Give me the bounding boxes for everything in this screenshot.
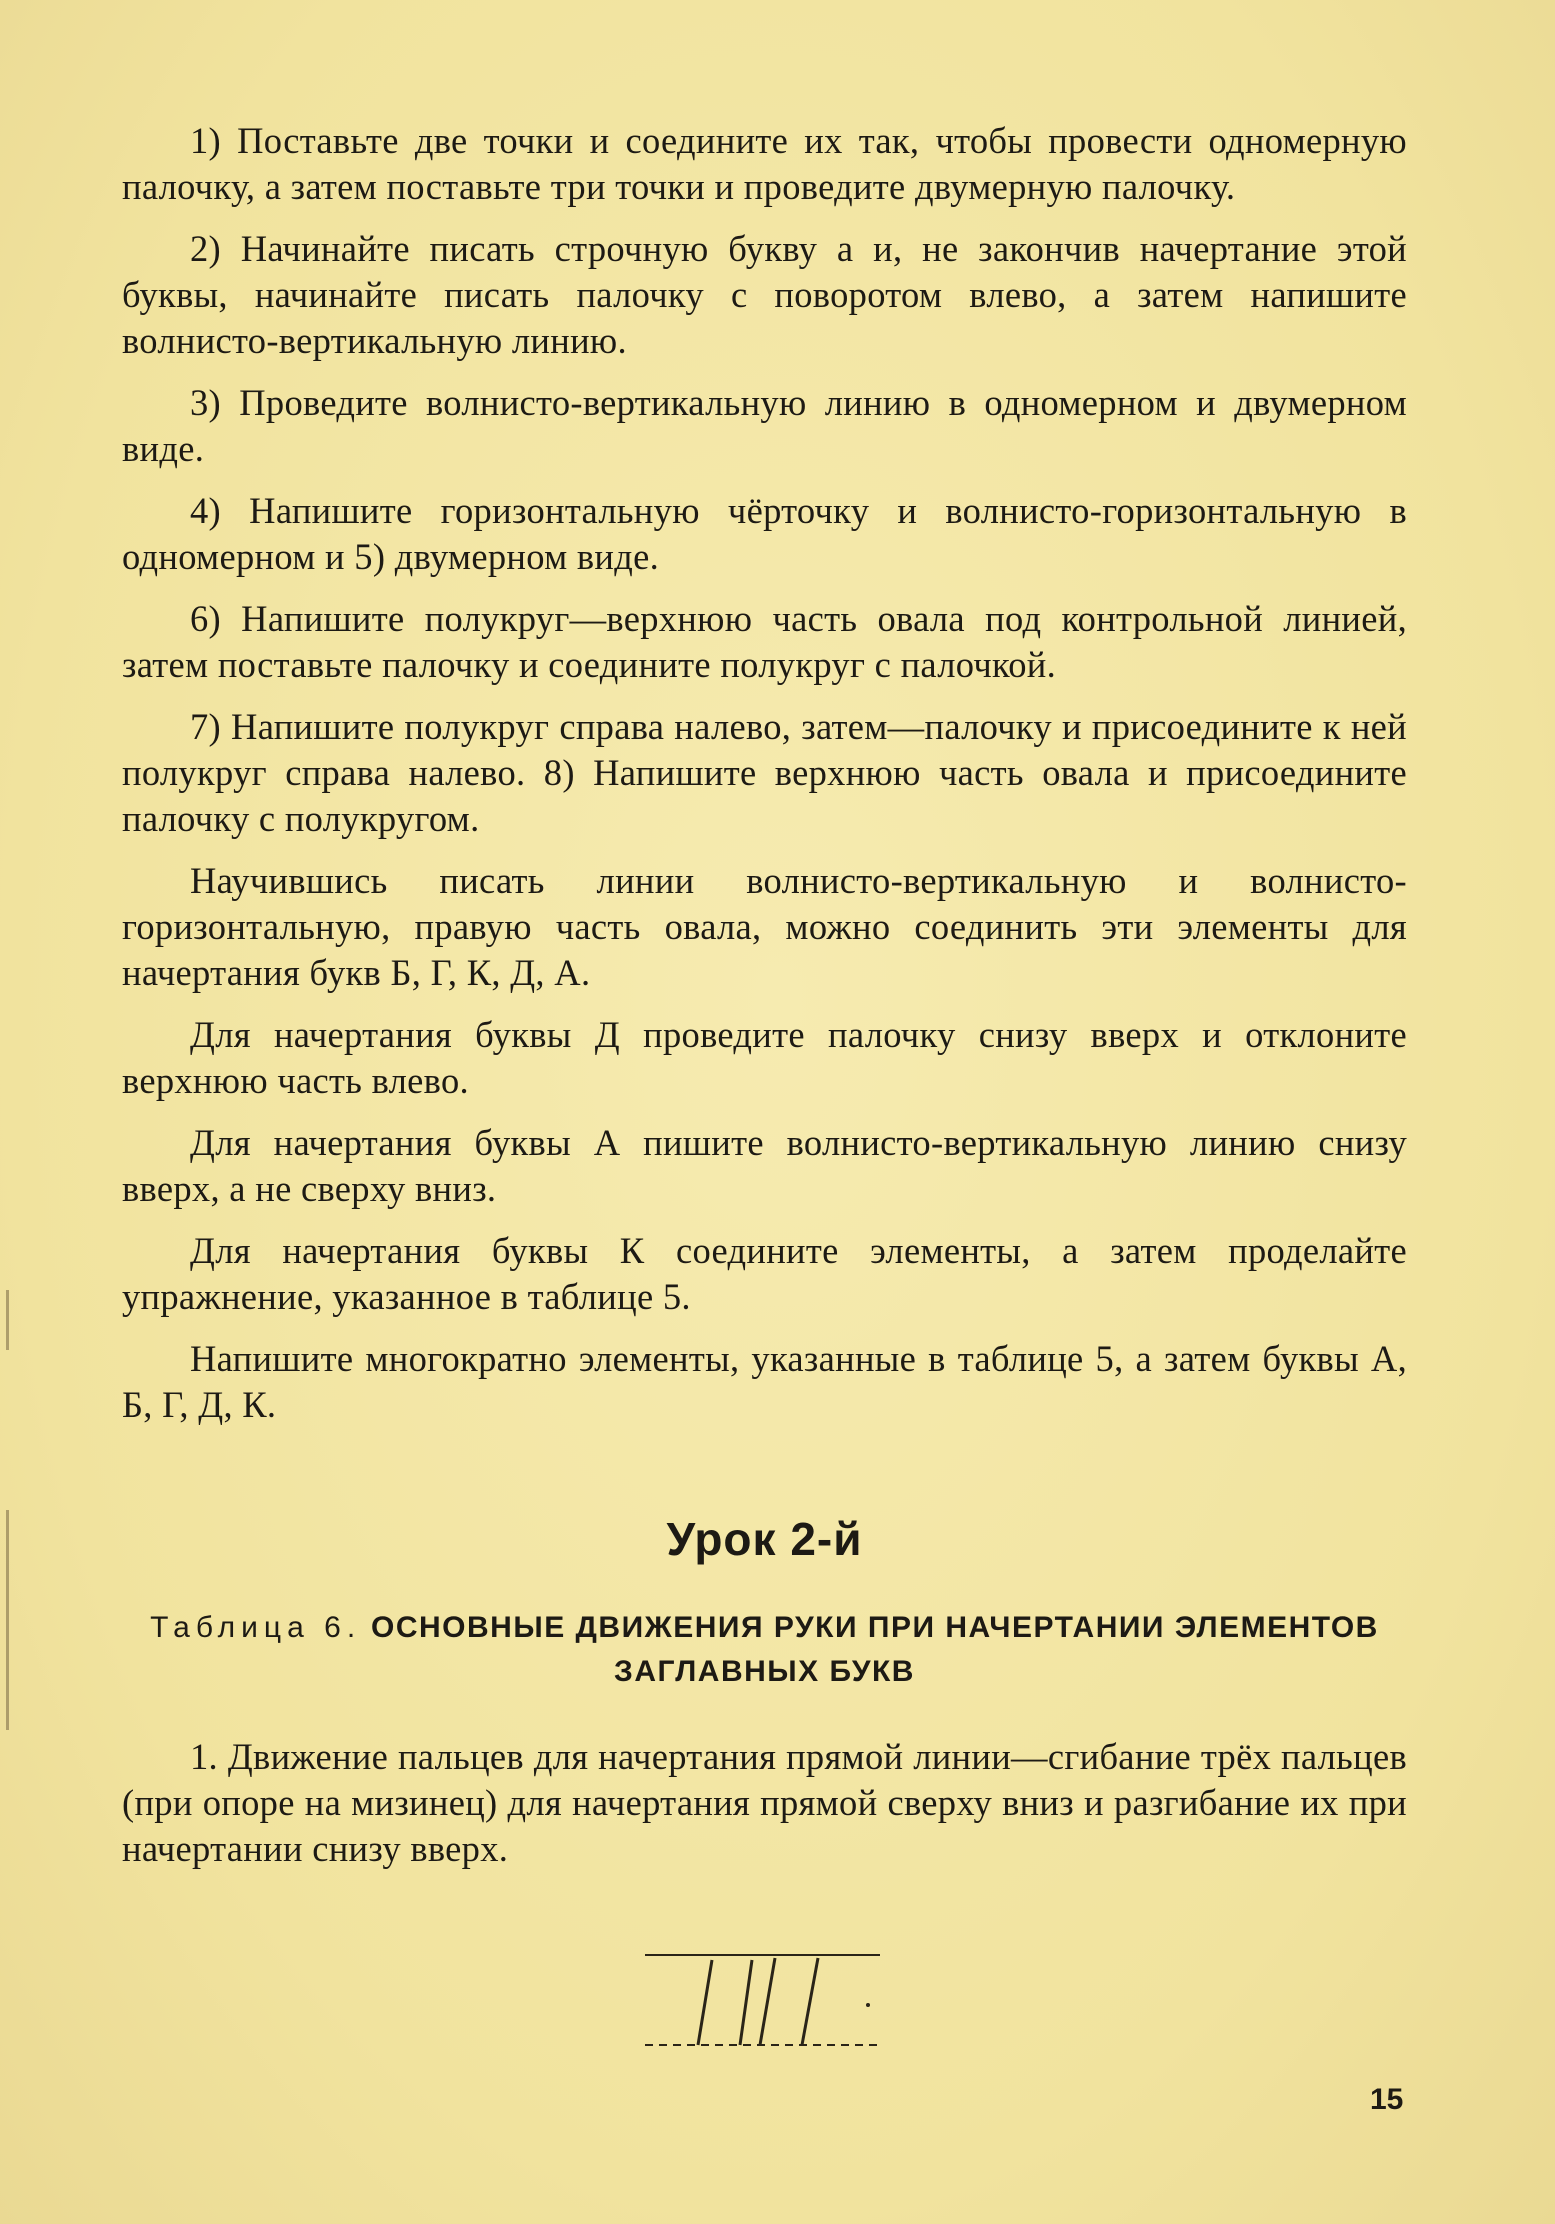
paragraph-8: Для начертания буквы Д проведите палочку снизу вверх и отклоните верхнюю часть влево. bbox=[122, 1014, 1407, 1101]
page-edge-mark bbox=[6, 1290, 9, 1350]
movement-paragraph: 1. Движение пальцев для начертания прямой линии—сгибание трёх пальцев (при опоре на мизинец) для начертания прямой сверху вниз и разгибание их при начертании снизу вверх. bbox=[122, 1736, 1407, 1869]
paragraph-7: Научившись писать линии волнисто-вертикальную и волнисто-горизонтальную, правую часть овала, можно соединить эти элементы для начертания букв Б, Г, К, Д, А. bbox=[122, 860, 1407, 993]
paragraph-11: Напишите многократно элементы, указанные в таблице 5, а затем буквы А, Б, Г, Д, К. bbox=[122, 1338, 1407, 1425]
page-number: 15 bbox=[1370, 2083, 1404, 2116]
page-edge-mark bbox=[6, 1510, 9, 1730]
lesson-heading: Урок 2-й bbox=[666, 1513, 863, 1565]
paragraph-1: 1) Поставьте две точки и соедините их так, чтобы провести одномерную палочку, а затем поставьте три точки и проведите двумерную палочку. bbox=[122, 120, 1407, 207]
slanted-strokes-figure-icon bbox=[640, 1950, 890, 2060]
paragraph-6: 7) Напишите полукруг справа налево, затем—палочку и присоедините к ней полукруг справа налево. 8) Напишите верхнюю часть овала и присоедините палочку с полукругом. bbox=[122, 706, 1407, 839]
paragraph-3: 3) Проведите волнисто-вертикальную линию в одномерном и двумерном виде. bbox=[122, 382, 1407, 469]
paragraph-10: Для начертания буквы К соедините элементы, а затем проделайте упражнение, указанное в таблице 5. bbox=[122, 1230, 1407, 1317]
paragraph-4: 4) Напишите горизонтальную чёрточку и волнисто-горизонтальную в одномерном и 5) двумерном виде. bbox=[122, 490, 1407, 577]
table-caption bbox=[122, 1606, 1407, 1694]
table-caption-prefix: Таблица 6. bbox=[150, 1611, 362, 1644]
paragraph-2: 2) Начинайте писать строчную букву а и, не закончив начертание этой буквы, начинайте писать палочку с поворотом влево, а затем напишите волнисто-вертикальную линию. bbox=[122, 228, 1407, 361]
paragraph-9: Для начертания буквы А пишите волнисто-вертикальную линию снизу вверх, а не сверху вниз. bbox=[122, 1122, 1407, 1209]
table-caption-title: ОСНОВНЫЕ ДВИЖЕНИЯ РУКИ ПРИ НАЧЕРТАНИИ ЭЛЕМЕНТОВ ЗАГЛАВНЫХ БУКВ bbox=[371, 1611, 1379, 1688]
paragraph-5: 6) Напишите полукруг—верхнюю часть овала под контрольной линией, затем поставьте палочку и соедините полукруг с палочкой. bbox=[122, 598, 1407, 685]
